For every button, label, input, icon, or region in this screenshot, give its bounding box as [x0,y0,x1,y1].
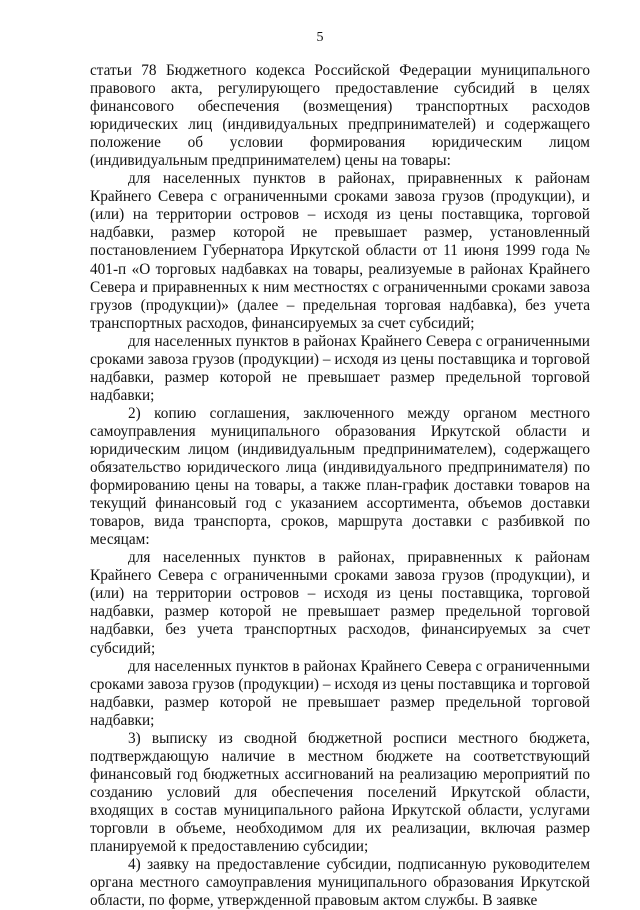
document-body [90,62,590,910]
paragraph: для населенных пунктов в районах Крайнего Севера с ограниченными сроками завоза грузов (продукции) – исходя из цены поставщика и торговой надбавки, размер которой не превышает размер предельной торговой надбавки; [90,657,590,729]
paragraph: для населенных пунктов в районах Крайнего Севера с ограниченными сроками завоза грузов (продукции) – исходя из цены поставщика и торговой надбавки, размер которой не превышает размер предельной торговой надбавки; [90,332,590,404]
paragraph: статьи 78 Бюджетного кодекса Российской Федерации муниципального правового акта, регулирующего предоставление субсидий в целях финансового обеспечения (возмещения) транспортных расходов юридических лиц (индивидуальных предпринимателей) и содержащего положение об условии формирования юридическим лицом (индивидуальным предпринимателем) цены на товары: [90,62,590,170]
page-number: 5 [316,30,324,45]
paragraph: 3) выписку из сводной бюджетной росписи местного бюджета, подтверждающую наличие в местном бюджете на соответствующий финансовый год бюджетных ассигнований на реализацию мероприятий по созданию условий для обеспечения поселений Иркутской области, входящих в состав муниципального района Иркутской области, услугами торговли в объеме, необходимом для их реализации, включая размер планируемой к предоставлению субсидии; [90,729,590,856]
paragraph: 2) копию соглашения, заключенного между органом местного самоуправления муниципального образования Иркутской области и юридическим лицом (индивидуальным предпринимателем), содержащего обязательство юридического лица (индивидуального предпринимателя) по формированию цены на товары, а также план-график доставки товаров на текущий финансовый год с указанием ассортимента, объемов доставки товаров, вида транспорта, сроков, маршрута доставки с разбивкой по месяцам: [90,404,590,549]
paragraph: для населенных пунктов в районах, приравненных к районам Крайнего Севера с ограниченными сроками завоза грузов (продукции), и (или) на территории островов – исходя из цены поставщика, торговой надбавки, размер которой не превышает размер, установленный постановлением Губернатора Иркутской области от 11 июня 1999 года № 401-п «О торговых надбавках на товары, реализуемые в районах Крайнего Севера и приравненных к ним местностях с ограниченными сроками завоза грузов (продукции)» (далее – предельная торговая надбавка), без учета транспортных расходов, финансируемых за счет субсидий; [90,170,590,332]
paragraph: для населенных пунктов в районах, приравненных к районам Крайнего Севера с ограниченными сроками завоза грузов (продукции), и (или) на территории островов – исходя из цены поставщика, торговой надбавки, размер которой не превышает размер предельной торговой надбавки, без учета транспортных расходов, финансируемых за счет субсидий; [90,549,590,657]
paragraph: 4) заявку на предоставление субсидии, подписанную руководителем органа местного самоуправления муниципального образования Иркутской области, по форме, утвержденной правовым актом службы. В заявке [90,856,590,910]
